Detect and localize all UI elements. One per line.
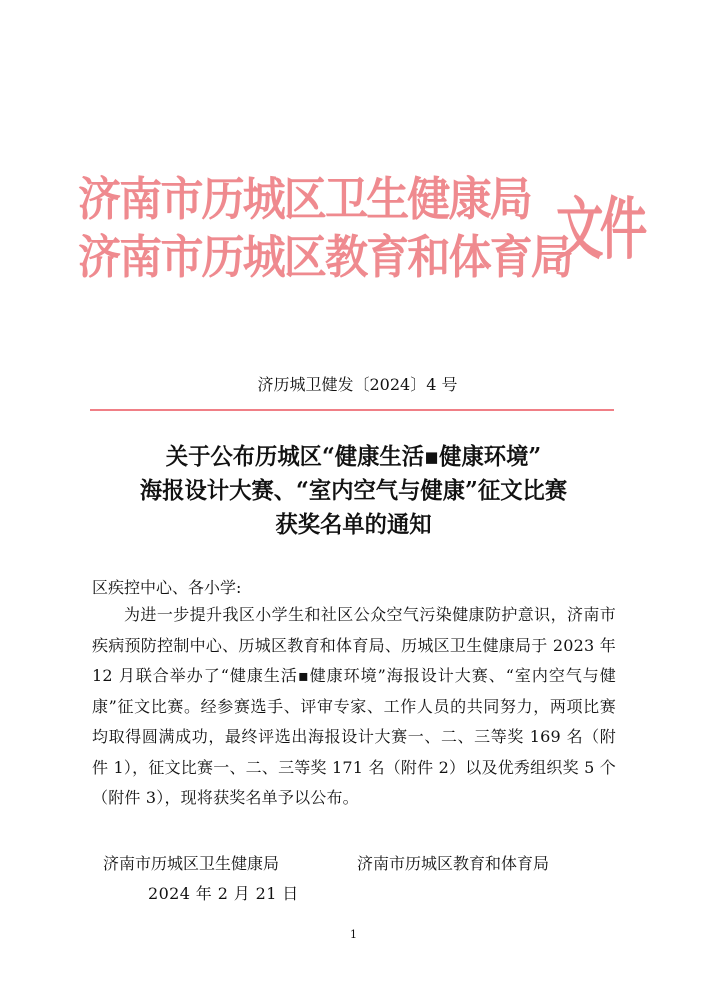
notice-title-line-2: 海报设计大赛、“室内空气与健康”征文比赛	[139, 477, 568, 504]
document-masthead	[78, 165, 644, 295]
notice-body-paragraph: 为进一步提升我区小学生和社区公众空气污染健康防护意识，济南市疾病预防控制中心、历城区教育和体育局、历城区卫生健康局于 2023 年 12 月联合举办了“健康生活▪健康环境”海报设计大赛、“室内空气与健康”征文比赛。经参赛选手、评审专家、工作人员的共同努力，两项比赛均取得圆满成功，最终评选出海报设计大赛一、二、三等奖 169 名（附件 1），征文比赛一、二、三等奖 171 名（附件 2）以及优秀组织奖 5 个（附件 3），现将获奖名单予以公布。	[92, 605, 616, 807]
masthead-issuer-education-bureau: 济南市历城区教育和体育局	[78, 231, 572, 285]
addressee: 区疾控中心、各小学:	[92, 578, 242, 597]
masthead-issuer-health-bureau: 济南市历城区卫生健康局	[78, 173, 531, 227]
signer-education-bureau: 济南市历城区教育和体育局	[357, 854, 550, 873]
red-divider-rule	[90, 409, 614, 411]
signer-health-bureau: 济南市历城区卫生健康局	[103, 854, 280, 873]
issue-date: 2024 年 2 月 21 日	[148, 884, 299, 903]
notice-title	[0, 440, 707, 542]
document-number: 济历城卫健发〔2024〕4 号	[257, 375, 458, 394]
notice-title-line-1: 关于公布历城区“健康生活▪健康环境”	[165, 443, 542, 470]
page-number: 1	[350, 928, 357, 941]
masthead-document-suffix: 文件	[556, 189, 644, 269]
notice-title-line-3: 获奖名单的通知	[275, 511, 432, 538]
